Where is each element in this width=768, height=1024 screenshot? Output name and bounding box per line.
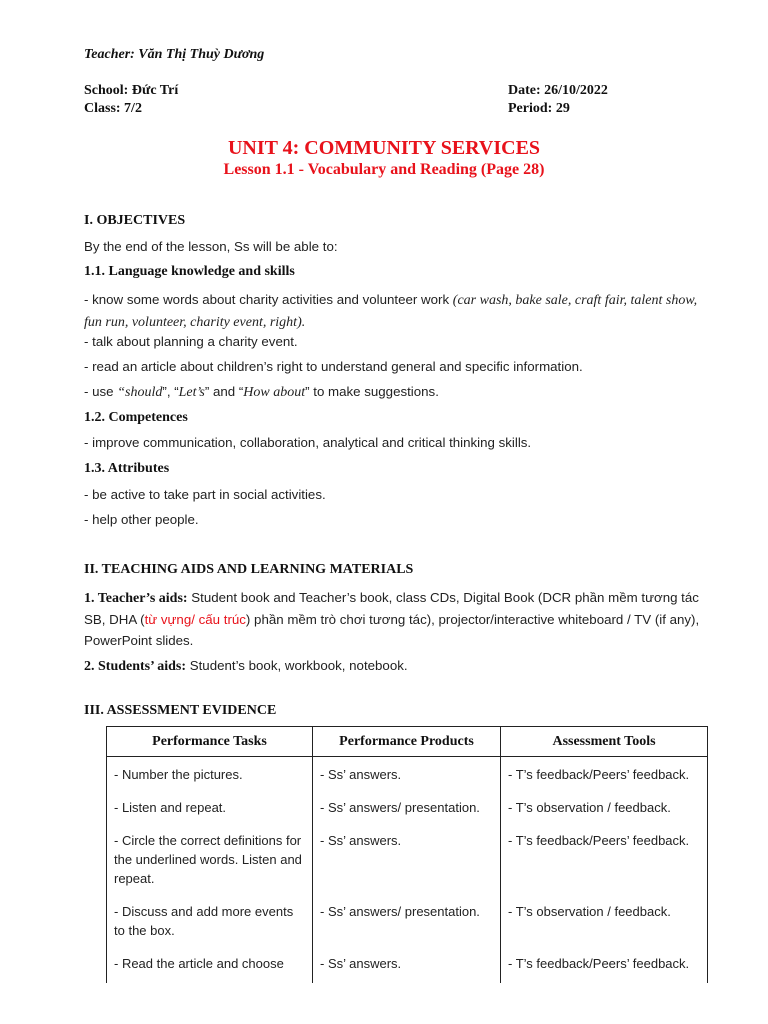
objective-item-examples: (car wash, bake sale, craft fair, talent show, fun run, volunteer, charity event, right).	[84, 293, 698, 330]
column-header-products: Performance Products	[313, 727, 501, 757]
table-cell: - Number the pictures.	[107, 757, 313, 795]
table-row	[107, 827, 708, 898]
text-part: - use	[84, 384, 118, 399]
teacher-aids-text-end: ) phần mềm trò chơi tương tác), projector/interactive whiteboard / TV (if any), PowerPoint slides.	[84, 612, 700, 648]
teacher-aids	[84, 587, 714, 651]
text-should: “should	[117, 385, 163, 400]
objective-item-read: - read an article about children’s right to understand general and specific information.	[84, 359, 583, 374]
table-cell: - Circle the correct definitions for the underlined words. Listen and repeat.	[107, 827, 313, 898]
objectives-intro: By the end of the lesson, Ss will be able to:	[84, 239, 338, 254]
table-cell: - Discuss and add more events to the box.	[107, 898, 313, 950]
attribute-item-active: - be active to take part in social activities.	[84, 487, 326, 502]
table-cell: - Read the article and choose	[107, 950, 313, 983]
section-objectives-heading: I. OBJECTIVES	[84, 213, 186, 228]
student-aids-label: 2. Students’ aids:	[84, 659, 187, 674]
text-part: ” to make suggestions.	[305, 384, 439, 399]
text-lets: Let’s	[178, 385, 205, 400]
objective-item-talk: - talk about planning a charity event.	[84, 334, 298, 349]
assessment-table	[106, 726, 708, 983]
lesson-title: Lesson 1.1 - Vocabulary and Reading (Page 28)	[223, 161, 545, 178]
subsection-attributes-heading: 1.3. Attributes	[84, 461, 170, 476]
objective-item-suggestions	[84, 384, 439, 401]
teacher-aids-highlight: từ vựng/ cấu trúc	[144, 612, 246, 627]
table-cell: - Ss’ answers/ presentation.	[313, 794, 501, 827]
table-cell: - Ss’ answers.	[313, 827, 501, 898]
column-header-tasks: Performance Tasks	[107, 727, 313, 757]
table-cell: - Listen and repeat.	[107, 794, 313, 827]
table-cell: - T’s observation / feedback.	[501, 898, 708, 950]
table-row	[107, 757, 708, 795]
section-assessment-heading: III. ASSESSMENT EVIDENCE	[84, 703, 277, 718]
text-part: ” and “	[204, 384, 244, 399]
student-aids	[84, 655, 714, 677]
objective-item-vocabulary	[84, 289, 714, 333]
unit-title: UNIT 4: COMMUNITY SERVICES	[227, 137, 541, 159]
table-row	[107, 794, 708, 827]
table-cell: - Ss’ answers.	[313, 757, 501, 795]
text-how-about: How about	[243, 385, 306, 400]
table-row	[107, 898, 708, 950]
teacher-aids-label: 1. Teacher’s aids:	[84, 591, 188, 606]
table-cell: - T’s observation / feedback.	[501, 794, 708, 827]
teacher-name: Teacher: Văn Thị Thuỳ Dương	[84, 47, 265, 62]
table-cell: - T’s feedback/Peers’ feedback.	[501, 757, 708, 795]
table-cell: - Ss’ answers/ presentation.	[313, 898, 501, 950]
student-aids-text: Student’s book, workbook, notebook.	[186, 658, 408, 673]
attribute-item-help: - help other people.	[84, 512, 199, 527]
text-part: ”, “	[162, 384, 179, 399]
class-name: Class: 7/2	[84, 101, 142, 116]
subsection-competences-heading: 1.2. Competences	[84, 410, 188, 425]
subsection-language-heading: 1.1. Language knowledge and skills	[84, 264, 295, 279]
section-aids-heading: II. TEACHING AIDS AND LEARNING MATERIALS	[84, 562, 414, 577]
school-name: School: Đức Trí	[84, 83, 179, 98]
table-cell: - T’s feedback/Peers’ feedback.	[501, 827, 708, 898]
lesson-date: Date: 26/10/2022	[508, 83, 608, 98]
table-cell: - Ss’ answers.	[313, 950, 501, 983]
lesson-period: Period: 29	[508, 101, 570, 116]
objective-item-text: - know some words about charity activities and volunteer work	[84, 292, 453, 307]
table-row	[107, 950, 708, 983]
competence-item: - improve communication, collaboration, analytical and critical thinking skills.	[84, 435, 532, 450]
table-cell: - T’s feedback/Peers’ feedback.	[501, 950, 708, 983]
column-header-tools: Assessment Tools	[501, 727, 708, 757]
teacher-aids-text: Student book and Teacher’s book, class CDs, Digital Book (DCR phần mềm tương tác SB, DHA (	[84, 590, 699, 627]
table-header-row	[107, 727, 708, 757]
